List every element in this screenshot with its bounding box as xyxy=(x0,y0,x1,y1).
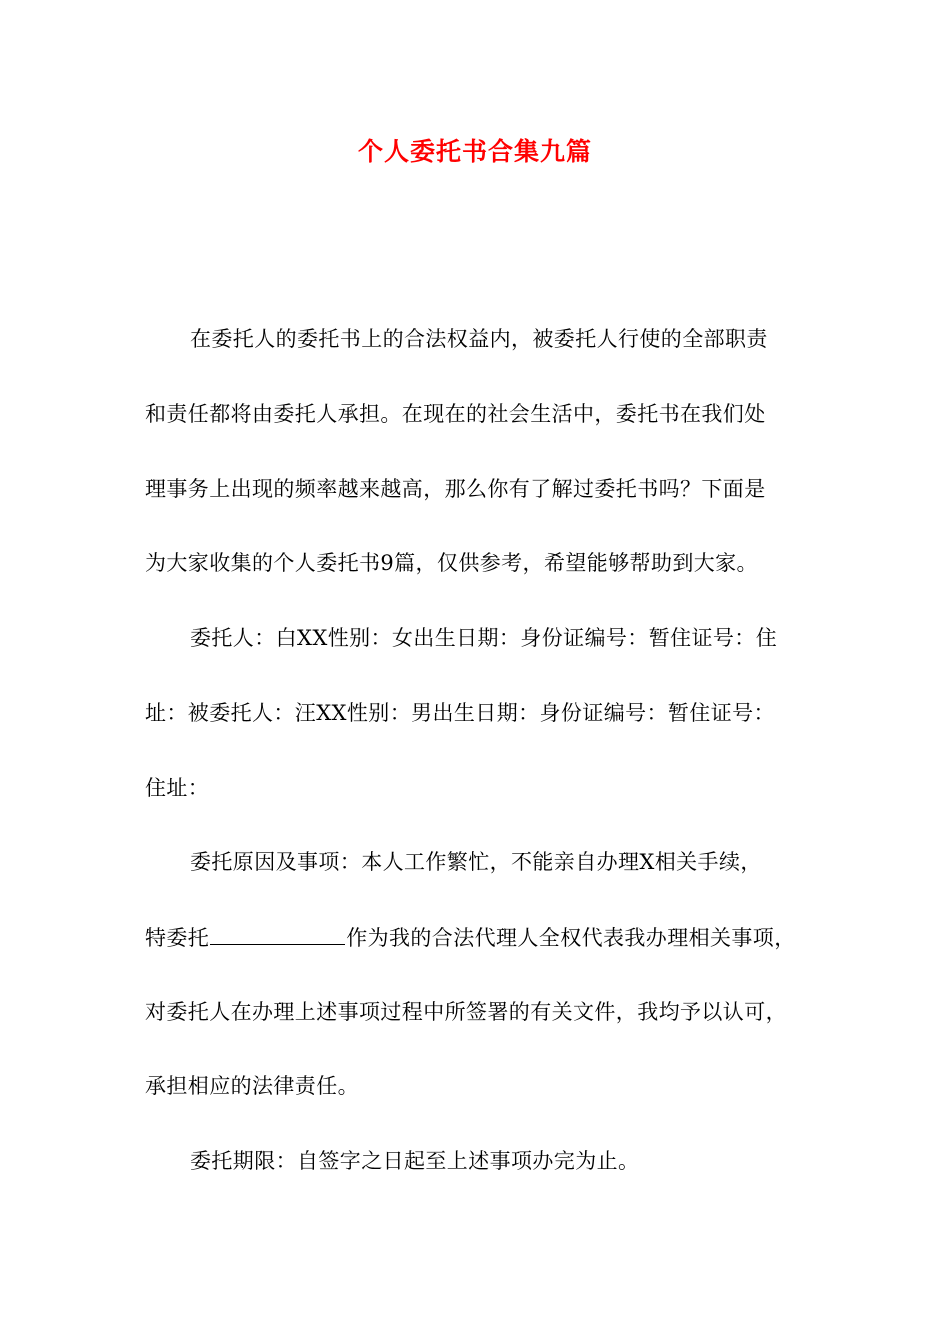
paragraph-line: 在委托人的委托书上的合法权益内，被委托人行使的全部职责 xyxy=(190,327,768,351)
paragraph-line: 对委托人在办理上述事项过程中所签署的有关文件，我均予以认可， xyxy=(145,1000,787,1024)
paragraph-line: 承担相应的法律责任。 xyxy=(145,1074,359,1098)
line-text: 作为我的合法代理人全权代表我办理相关事项， xyxy=(346,926,796,950)
document-title: 个人委托书合集九篇 xyxy=(357,137,592,166)
paragraph-line: 和责任都将由委托人承担。在现在的社会生活中，委托书在我们处 xyxy=(145,402,766,426)
paragraph-line: 委托期限：自签字之日起至上述事项办完为止。 xyxy=(190,1149,640,1173)
paragraph-line: 址：被委托人：汪XX性别：男出生日期：身份证编号：暂住证号： xyxy=(145,701,775,725)
paragraph-line: 委托原因及事项：本人工作繁忙，不能亲自办理X相关手续， xyxy=(190,850,762,874)
paragraph-line: 住址： xyxy=(145,776,210,800)
paragraph-line: 为大家收集的个人委托书9篇，仅供参考，希望能够帮助到大家。 xyxy=(145,551,758,575)
fill-in-blank xyxy=(210,922,345,945)
paragraph-line: 理事务上出现的频率越来越高，那么你有了解过委托书吗？下面是 xyxy=(145,477,766,501)
paragraph-line-with-blank xyxy=(145,922,796,953)
line-text: 特委托 xyxy=(145,926,210,950)
paragraph-line: 委托人：白XX性别：女出生日期：身份证编号：暂住证号：住 xyxy=(190,626,778,650)
